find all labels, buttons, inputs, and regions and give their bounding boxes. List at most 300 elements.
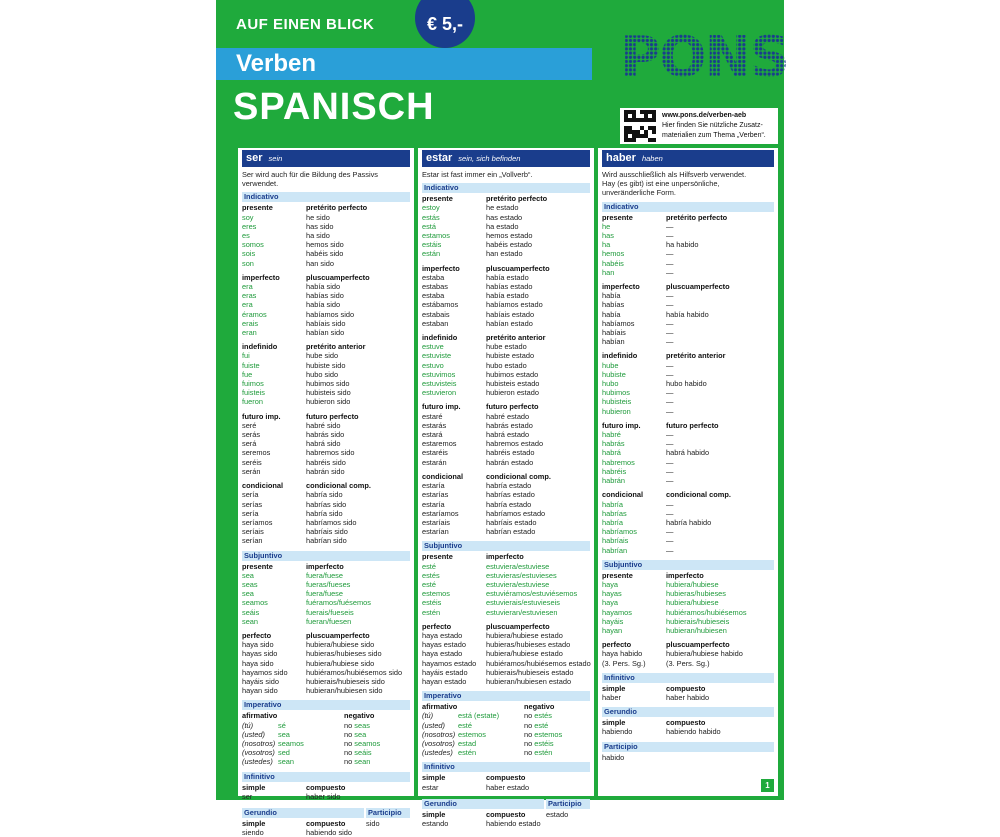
form-compound: has sido [306,221,334,231]
verb-translation: sein [268,154,283,163]
affirmative-form: sea [278,729,290,739]
section-indicativo: Indicativo [242,192,410,202]
form-simple: hayas estado [422,640,466,650]
tense-name: imperfecto [306,561,344,571]
conjugation-row [602,458,774,467]
negative-form [344,721,410,730]
subtitle-bar [216,48,592,80]
form-compound: hubiste sido [306,360,346,370]
imperativo-header [242,711,410,720]
section-subjuntivo: Subjuntivo [602,560,774,570]
conjugation-row [242,231,410,240]
conjugation-row [602,617,774,626]
gerund-simple: estando [422,818,449,828]
tense-header [422,472,590,481]
conjugation-row [602,328,774,337]
verb-name: estar [426,152,453,164]
infinitivo-header [242,783,410,792]
tense-block-sub_presente [422,552,590,616]
subtitle: Verben [236,50,317,77]
form-compound: habrías estado [486,490,535,500]
form-simple: estaría [422,499,445,509]
conjugation-row [602,608,774,617]
participio-part [544,797,590,828]
form-simple: habríais [602,536,629,546]
tense-block-sub_presente [242,562,410,626]
label-compound: compuesto [666,718,706,728]
form-compound: — [666,406,674,416]
negation-no: no [524,711,535,721]
section-participio: Participio [602,742,774,752]
form-simple: seamos [242,598,268,608]
form-compound: hemos estado [486,231,533,241]
conjugation-row [422,249,590,258]
tense-name: condicional comp. [306,481,371,491]
conjugation-row [422,668,590,677]
tense-block-futuro [242,412,410,476]
form-simple: erais [242,318,259,328]
negation-no: no [524,720,535,730]
negative-form [344,739,410,748]
form-compound: — [666,527,674,537]
conjugation-row [422,589,590,598]
section-gerundio: Gerundio [602,707,774,717]
tense-block-sub_perfecto [242,631,410,695]
conjugation-row [602,527,774,536]
form-simple: habrás [602,439,625,449]
tense-name: imperfecto [422,263,460,273]
conjugation-row [242,388,410,397]
gerundio-header [422,810,544,819]
infinitive-simple: ser [242,791,253,801]
conjugation-row [422,509,590,518]
form-compound: he sido [306,212,330,222]
form-compound: hubiera/hubiese [666,598,719,608]
conjugation-row [422,319,590,328]
conjugation-row [422,490,590,499]
form-simple: hayamos [602,607,632,617]
form-simple: haya [602,598,619,608]
form-simple: hayáis estado [422,667,468,677]
form-simple: seré [242,420,257,430]
tense-name: indefinido [602,351,638,361]
conjugation-row [242,659,410,668]
tense-block-sub_presente [602,571,774,635]
conjugation-row [422,608,590,617]
form-simple: seáis [242,607,260,617]
conjugation-row [602,397,774,406]
conjugation-row [242,608,410,617]
tense-header [242,412,410,421]
form-compound: — [666,337,674,347]
form-compound: has estado [486,212,523,222]
form-simple: estarán [422,457,447,467]
conjugation-row [422,300,590,309]
section-participio: Participio [366,808,410,818]
form-simple: hayas sido [242,649,278,659]
conjugation-row [422,659,590,668]
tense-name: pluscuamperfecto [486,263,550,273]
verb-translation: haben [641,154,663,163]
pronoun: (usted) [422,720,446,730]
gerundio-row [242,828,364,837]
conjugation-row [422,421,590,430]
conjugation-row [242,649,410,658]
form-compound: hubieran/hubiesen estado [486,676,572,686]
tense-name: condicional [242,481,284,491]
form-compound: habrás sido [306,430,345,440]
form-compound: estuvieras/estuvieses [486,570,557,580]
affirmative-form: sé [278,720,286,730]
pronoun: (usted) [242,729,266,739]
info-url[interactable]: www.pons.de/verben-aeb [662,112,747,119]
tense-header [602,213,774,222]
pronoun: (ustedes) [422,748,453,758]
form-compound: — [666,499,674,509]
form-compound: habíais estado [486,309,535,319]
negation-no: no [344,720,355,730]
form-compound: había sido [306,282,341,292]
form-simple: habrían [602,545,628,555]
conjugation-row [422,598,590,607]
form-simple: será [242,439,257,449]
label-compound: compuesto [306,818,346,828]
form-simple: haya sido [242,658,274,668]
form-simple: hayamos sido [242,667,288,677]
tense-name: condicional comp. [486,471,551,481]
form-compound: habríamos estado [486,508,546,518]
tense-name: pluscuamperfecto [306,630,370,640]
infinitive-simple: estar [422,782,439,792]
form-simple: seremos [242,448,271,458]
verb-header [602,150,774,167]
form-simple: fui [242,351,250,361]
form-simple: habrías [602,508,627,518]
participio-part [364,806,410,837]
tense-block-presente [602,213,774,277]
qr-code-icon [624,110,656,142]
infinitivo-row [242,792,410,801]
imperativo-block [242,711,410,766]
conjugation-row [242,421,410,430]
infinitive-compound: haber sido [306,791,341,801]
form-compound: hubieras/hubieses [666,589,726,599]
form-compound: hubiera/hubiese estado [486,630,563,640]
conjugation-row [602,222,774,231]
tense-name: perfecto [242,630,272,640]
tense-name: futuro perfecto [486,402,539,412]
form-compound: — [666,388,674,398]
tense-name: imperfecto [602,282,640,292]
conjugation-row [422,412,590,421]
conjugation-row [602,546,774,555]
svg-text:PONS: PONS [620,25,788,90]
form-simple: habría [602,517,623,527]
conjugation-row [422,342,590,351]
form-compound: hubieran/hubiesen sido [306,686,383,696]
section-infinitivo: Infinitivo [602,673,774,683]
form-simple: estabas [422,282,448,292]
tense-name: futuro imp. [422,402,461,412]
form-compound: — [666,466,674,476]
section-imperativo: Imperativo [422,691,590,701]
tense-header [422,622,590,631]
form-simple: he [602,221,611,231]
tense-header [242,342,410,351]
imperativo-header [422,702,590,711]
conjugation-row [602,370,774,379]
negation-no: no [524,738,535,748]
form-compound: han estado [486,249,523,259]
conjugation-row [602,310,774,319]
conjugation-row [422,458,590,467]
form-simple: estemos [422,589,450,599]
conjugation-row [422,379,590,388]
tense-block-imperfecto [422,264,590,328]
form-simple: eran [242,328,257,338]
form-simple: estén [422,607,441,617]
gerund-compound: habiendo estado [486,818,541,828]
column-haber [598,148,778,796]
price-badge: € 5,- [415,0,475,48]
form-compound: habían estado [486,318,533,328]
form-simple: fuiste [242,360,260,370]
form-compound: — [666,258,674,268]
form-compound: habías estado [486,282,533,292]
negative-verb: sea [354,729,367,739]
form-simple: estamos [422,231,450,241]
form-compound: — [666,267,674,277]
tense-name: futuro perfecto [306,411,359,421]
gerundio-row [422,819,544,828]
participle: sido [366,818,380,828]
pronoun: (nosotros) [422,729,456,739]
form-simple: está [422,221,436,231]
tense-name: indefinido [422,333,458,343]
form-simple: estarás [422,420,447,430]
conjugation-row [422,222,590,231]
form-compound: han sido [306,258,334,268]
form-compound: habrá estado [486,430,530,440]
form-compound: había habido [666,309,709,319]
conjugation-row [242,536,410,545]
tense-header [602,351,774,360]
gerundio-header [242,819,364,828]
form-simple: estás [422,212,440,222]
form-simple: haya estado [422,649,463,659]
conjugation-row [602,626,774,635]
form-compound: habría estado [486,499,532,509]
imperativo-row [422,748,590,757]
label-simple: simple [602,683,626,693]
negative-form [524,730,590,739]
tense-block-condicional [602,490,774,554]
form-simple: era [242,282,253,292]
conjugation-row [242,458,410,467]
infinitive-simple: haber [602,692,621,702]
form-compound: hubieras/hubieses estado [486,640,571,650]
negative-verb: estemos [534,729,563,739]
infinitivo-header [422,773,590,782]
label-simple: simple [602,718,626,728]
verb-header [242,150,410,167]
conjugation-row [422,527,590,536]
form-compound: habrías sido [306,499,347,509]
form-simple: había [602,309,621,319]
conjugation-row [422,677,590,686]
form-simple: habrán [602,476,626,486]
form-simple: sois [242,249,256,259]
form-simple: seríais [242,527,264,537]
conjugation-row [602,649,774,658]
conjugation-row [242,571,410,580]
form-compound: — [666,249,674,259]
verb-note: Hay (es gibt) ist eine unpersönliche, unveränderliche Form. [602,179,720,198]
form-compound: ha sido [306,231,330,241]
form-simple: han [602,267,615,277]
tense-name: pretérito perfecto [306,203,368,213]
conjugation-row [242,310,410,319]
conjugation-row [242,430,410,439]
participle: estado [546,809,569,819]
imperativo-row [242,739,410,748]
form-compound: estuvieran/estuviesen [486,607,558,617]
infinitive-compound: haber habido [666,692,710,702]
conjugation-row [602,448,774,457]
form-simple: somos [242,240,264,250]
form-compound: estuviéramos/estuviésemos [486,589,578,599]
form-compound: hube sido [306,351,339,361]
conjugation-row [422,273,590,282]
verb-name: haber [606,152,636,164]
tense-header [242,631,410,640]
conjugation-row [242,351,410,360]
form-compound: hubierais/hubieseis [666,616,730,626]
form-simple: habéis [602,258,624,268]
form-compound: hubiera/hubiese estado [486,649,563,659]
infinitivo-block [422,773,590,791]
conjugation-row [602,536,774,545]
affirmative-form: seamos [278,738,304,748]
affirmative-form: sed [278,748,290,758]
form-compound: hubo habido [666,379,707,389]
conjugation-row [602,240,774,249]
form-simple: (3. Pers. Sg.) [602,658,646,668]
conjugation-row [422,351,590,360]
form-simple: estaré [422,411,443,421]
form-simple: estuviste [422,351,452,361]
form-compound: — [666,360,674,370]
tense-header [422,402,590,411]
form-simple: hayas [602,589,622,599]
form-compound: (3. Pers. Sg.) [666,658,710,668]
conjugation-row [422,370,590,379]
tense-header [602,490,774,499]
conjugation-row [602,300,774,309]
infinitivo-row [422,783,590,792]
negative-form [344,757,410,766]
form-simple: habían [602,337,625,347]
form-compound: fueras/fueses [306,579,351,589]
form-compound: habíais sido [306,318,346,328]
conjugation-row [242,249,410,258]
infinitive-compound: haber estado [486,782,530,792]
conjugation-row [242,677,410,686]
form-compound: habíamos estado [486,300,543,310]
tense-block-condicional [242,481,410,545]
section-participio: Participio [546,799,590,809]
form-simple: haya estado [422,630,463,640]
conjugation-row [242,509,410,518]
conjugation-row [242,467,410,476]
form-simple: estábamos [422,300,459,310]
form-simple: haya [602,579,619,589]
form-simple: había [602,291,621,301]
tense-name: imperfecto [486,552,524,562]
negation-no: no [524,748,535,758]
form-compound: había estado [486,272,529,282]
tense-name: presente [602,212,633,222]
imperativo-negative-label: negativo [524,702,555,712]
conjugation-row [422,430,590,439]
form-simple: era [242,300,253,310]
form-simple: sean [242,616,259,626]
form-simple: habríamos [602,527,637,537]
form-compound: habíamos sido [306,309,355,319]
form-compound: — [666,369,674,379]
tense-block-sub_perfecto [422,622,590,686]
imperativo-block [422,702,590,757]
conjugation-row [422,500,590,509]
conjugation-row [602,509,774,518]
form-simple: estés [422,570,440,580]
form-compound: — [666,221,674,231]
form-simple: haya habido [602,649,643,659]
participle: habido [602,752,625,762]
conjugation-row [602,659,774,668]
form-compound: hubiera/hubiese [666,579,719,589]
form-simple: fue [242,369,253,379]
form-simple: habíamos [602,318,635,328]
form-simple: estaban [422,318,449,328]
form-compound: — [666,545,674,555]
form-simple: hube [602,360,619,370]
form-compound: — [666,231,674,241]
conjugation-row [242,617,410,626]
form-compound: — [666,328,674,338]
conjugation-row [242,589,410,598]
conjugation-row [242,291,410,300]
conjugation-row [602,500,774,509]
form-simple: habíais [602,328,626,338]
form-simple: estabais [422,309,450,319]
label-simple: simple [422,773,446,783]
form-compound: había estado [486,291,529,301]
form-simple: estará [422,430,443,440]
tense-name: imperfecto [666,570,704,580]
verb-note: Ser wird auch für die Bildung des Passivs verwendet. [242,170,378,189]
tense-block-presente [422,194,590,258]
imperativo-row [422,721,590,730]
imperativo-negative-label: negativo [344,711,375,721]
affirmative-form: estemos [458,729,486,739]
tense-header [422,333,590,342]
imperativo-row [422,711,590,720]
conjugation-row [602,379,774,388]
imperativo-row [422,730,590,739]
form-simple: estaríais [422,517,450,527]
negative-form [344,748,410,757]
